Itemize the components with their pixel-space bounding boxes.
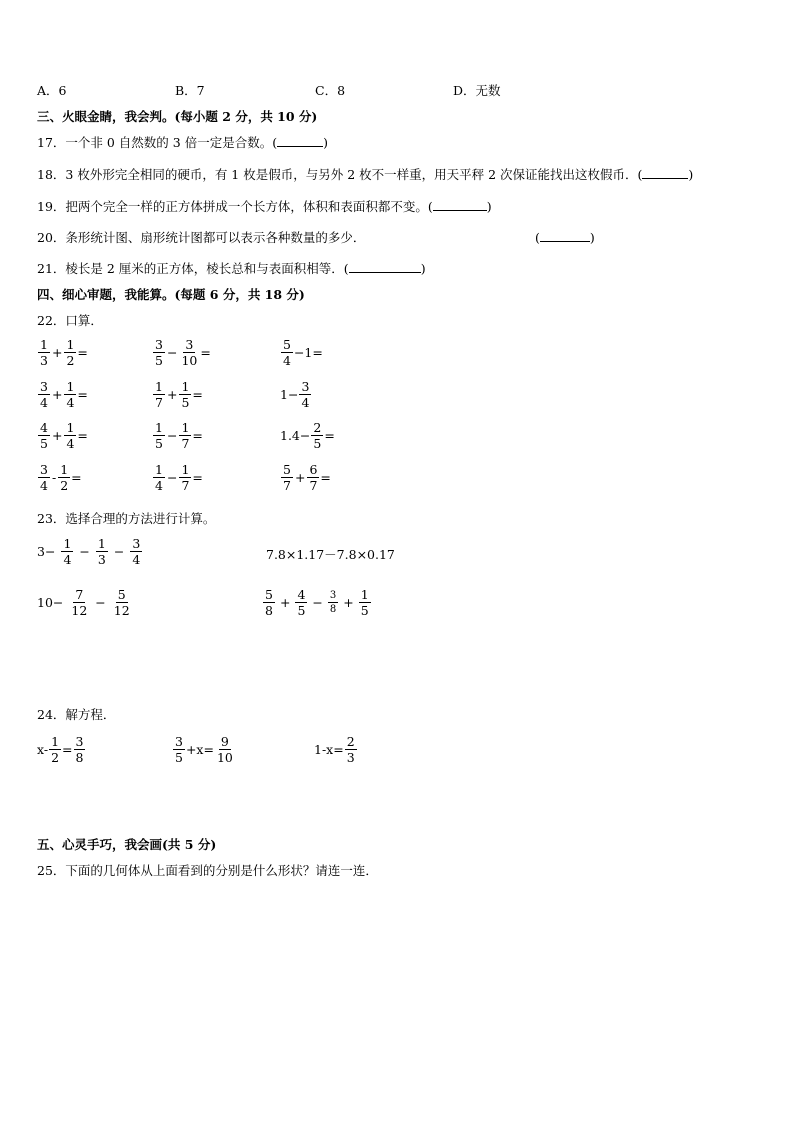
fraction-denominator: 8: [75, 750, 84, 765]
fraction-denominator: 12: [113, 603, 130, 618]
fraction-denominator: 3: [346, 750, 355, 765]
fraction-numerator: 1: [97, 536, 106, 551]
fraction: [179, 421, 191, 450]
math-operator: 1−: [280, 386, 299, 402]
math-operator: =: [200, 344, 211, 360]
fraction-numerator: 1: [66, 379, 75, 394]
fraction: [153, 463, 165, 492]
fraction: [38, 463, 50, 492]
fraction-denominator: 4: [40, 478, 48, 493]
close-paren: ): [420, 261, 426, 276]
math-operator: =: [320, 469, 331, 485]
fraction-numerator: 3: [155, 337, 163, 352]
fraction: [311, 421, 323, 450]
fraction-denominator: 3: [40, 353, 48, 368]
calc-expression-1: [37, 537, 143, 566]
fraction-numerator: 1: [181, 379, 190, 394]
fraction-denominator: 10: [216, 750, 233, 765]
fraction-numerator: 3: [329, 590, 337, 601]
answer-blank-18[interactable]: [642, 168, 688, 179]
math-operator: =: [77, 386, 88, 402]
fraction: [38, 421, 50, 450]
fraction-numerator: 5: [117, 587, 126, 602]
fraction: [96, 537, 108, 566]
fraction-numerator: 5: [283, 337, 291, 352]
question-18: [37, 167, 693, 183]
fraction-numerator: 1: [40, 337, 48, 352]
math-operator: −1=: [293, 344, 323, 360]
fraction: [38, 338, 50, 367]
oral-item: [280, 380, 312, 409]
math-operator: −: [166, 344, 178, 360]
question-20-text: 20．条形统计图、扇形统计图都可以表示各种数量的多少．: [37, 230, 366, 245]
math-operator: +: [279, 594, 291, 610]
fraction-numerator: 1: [66, 337, 75, 352]
fraction: [69, 588, 89, 617]
fraction: [359, 588, 371, 617]
fraction-denominator: 7: [181, 478, 190, 493]
fraction-numerator: 1: [360, 587, 369, 602]
oral-item: [37, 338, 88, 367]
fraction-numerator: 9: [220, 734, 229, 749]
fraction-numerator: 3: [175, 734, 183, 749]
fraction-numerator: 3: [40, 462, 48, 477]
fraction-numerator: 1: [51, 734, 60, 749]
close-paren: ): [688, 167, 694, 182]
question-17: [37, 135, 328, 151]
fraction: [263, 588, 275, 617]
fraction-denominator: 4: [40, 395, 48, 410]
fraction-numerator: 3: [132, 536, 141, 551]
answer-blank-21[interactable]: [349, 262, 421, 273]
math-operator: −: [113, 543, 125, 559]
math-operator: 1.4−: [280, 427, 311, 443]
fraction: [179, 380, 191, 409]
fraction-denominator: 10: [181, 353, 198, 368]
question-21-text: 21．棱长是 2 厘米的正方体，棱长总和与表面积相等．(: [37, 261, 349, 276]
fraction-numerator: 1: [155, 379, 163, 394]
math-operator: +: [166, 386, 178, 402]
open-paren: (: [535, 230, 540, 245]
close-paren: ): [323, 135, 328, 150]
math-operator: +x=: [185, 741, 214, 757]
fraction: [64, 380, 76, 409]
section3-heading: 三、火眼金睛，我会判。(每小题 2 分，共 10 分): [37, 109, 318, 124]
calc-expression-4: [262, 588, 372, 617]
option-c: C．8: [315, 83, 346, 98]
answer-blank-17[interactable]: [277, 136, 323, 147]
math-operator: +: [343, 594, 354, 610]
section4-heading: 四、细心审题，我能算。(每题 6 分，共 18 分): [37, 287, 305, 302]
fraction-denominator: 4: [66, 395, 75, 410]
oral-item: [280, 421, 335, 450]
question-24: 24．解方程．: [37, 707, 116, 722]
fraction-denominator: 8: [265, 603, 273, 618]
question-25: 25．下面的几何体从上面看到的分别是什么形状？请连一连．: [37, 863, 378, 878]
math-operator: +: [294, 469, 306, 485]
fraction: [179, 463, 191, 492]
fraction-denominator: 7: [283, 478, 291, 493]
fraction-denominator: 5: [360, 603, 369, 618]
fraction-denominator: 2: [66, 353, 75, 368]
fraction: [173, 735, 185, 764]
fraction-denominator: 4: [66, 436, 75, 451]
section5-heading: 五、心灵手巧，我会画(共 5 分): [37, 837, 217, 852]
math-operator: -: [51, 469, 57, 485]
fraction-numerator: 3: [185, 337, 194, 352]
fraction-numerator: 4: [297, 587, 306, 602]
oral-item: [37, 380, 88, 409]
fraction-denominator: 2: [60, 478, 69, 493]
option-a: A．6: [37, 83, 67, 98]
math-operator: −: [166, 469, 178, 485]
fraction-denominator: 7: [155, 395, 163, 410]
math-operator: =: [71, 469, 82, 485]
fraction-numerator: 5: [283, 462, 291, 477]
answer-blank-20[interactable]: [540, 231, 590, 242]
fraction: [153, 421, 165, 450]
oral-item: [280, 338, 323, 367]
fraction: [345, 735, 357, 764]
fraction-denominator: 7: [181, 436, 190, 451]
equation-3: [314, 735, 358, 764]
question-21: [37, 261, 426, 277]
math-operator: =: [62, 741, 73, 757]
option-d: D．无数: [453, 83, 501, 98]
fraction-denominator: 3: [97, 552, 106, 567]
fraction: [74, 735, 86, 764]
calc-expression-3: [37, 588, 133, 617]
math-operator: x-: [37, 741, 49, 757]
math-operator: −: [95, 594, 106, 610]
math-operator: +: [51, 386, 63, 402]
equation-2: [172, 735, 236, 764]
fraction-numerator: 1: [63, 536, 72, 551]
question-20-answer: [535, 230, 595, 246]
fraction: [38, 380, 50, 409]
oral-item: [152, 421, 203, 450]
fraction: [328, 590, 338, 615]
fraction-numerator: 1: [155, 420, 163, 435]
fraction-denominator: 5: [155, 353, 163, 368]
math-operator: −: [312, 594, 323, 610]
oral-item: [280, 463, 331, 492]
fraction: [49, 735, 61, 764]
fraction-denominator: 5: [175, 750, 183, 765]
math-operator: =: [192, 469, 203, 485]
oral-item: [152, 338, 211, 367]
answer-blank-19[interactable]: [433, 200, 487, 211]
math-operator: =: [77, 427, 88, 443]
fraction-numerator: 2: [313, 420, 322, 435]
fraction-numerator: 1: [181, 462, 190, 477]
close-paren: ): [486, 199, 492, 214]
fraction-denominator: 5: [297, 603, 306, 618]
question-17-text: 17．一个非 0 自然数的 3 倍一定是合数。(: [37, 135, 278, 150]
math-operator: =: [324, 427, 335, 443]
fraction-numerator: 1: [66, 420, 75, 435]
fraction-numerator: 3: [40, 379, 48, 394]
math-operator: =: [192, 427, 203, 443]
math-operator: −: [166, 427, 178, 443]
fraction-numerator: 5: [265, 587, 273, 602]
fraction-denominator: 5: [40, 436, 48, 451]
fraction-numerator: 1: [60, 462, 69, 477]
question-19-text: 19．把两个完全一样的正方体拼成一个长方体，体积和表面积都不变。(: [37, 199, 433, 214]
calc-expression-2: 7.8×1.17－7.8×0.17: [266, 547, 395, 562]
fraction-denominator: 5: [155, 436, 163, 451]
fraction-numerator: 1: [181, 420, 190, 435]
fraction: [64, 421, 76, 450]
question-20: [37, 230, 365, 246]
option-b: B．7: [175, 83, 205, 98]
math-operator: +: [51, 427, 63, 443]
oral-item: [37, 421, 88, 450]
fraction-denominator: 5: [181, 395, 190, 410]
oral-item: [152, 463, 203, 492]
fraction: [281, 463, 293, 492]
fraction-denominator: 4: [132, 552, 141, 567]
math-operator: 1-x=: [314, 741, 344, 757]
fraction-numerator: 4: [40, 420, 48, 435]
fraction-numerator: 3: [75, 734, 84, 749]
close-paren: ): [589, 230, 595, 245]
fraction-numerator: 2: [346, 734, 355, 749]
math-operator: 3−: [37, 543, 56, 559]
fraction-denominator: 7: [309, 478, 318, 493]
fraction-denominator: 2: [51, 750, 60, 765]
fraction: [64, 338, 76, 367]
fraction-denominator: 4: [301, 395, 310, 410]
question-18-text: 18．3 枚外形完全相同的硬币，有 1 枚是假币，与另外 2 枚不一样重，用天平秤 2 次保证能找出这枚假币．(: [37, 167, 643, 182]
oral-item: [37, 463, 82, 492]
question-22: 22．口算．: [37, 313, 103, 328]
fraction-denominator: 4: [63, 552, 72, 567]
fraction: [215, 735, 235, 764]
fraction-denominator: 5: [313, 436, 322, 451]
oral-item: [152, 380, 203, 409]
fraction: [58, 463, 70, 492]
fraction: [307, 463, 319, 492]
fraction: [61, 537, 73, 566]
math-operator: +: [51, 344, 63, 360]
fraction-numerator: 6: [309, 462, 318, 477]
fraction: [112, 588, 132, 617]
fraction: [153, 380, 165, 409]
fraction-denominator: 4: [283, 353, 291, 368]
math-operator: −: [79, 543, 90, 559]
fraction-denominator: 12: [71, 603, 88, 618]
math-operator: =: [192, 386, 203, 402]
fraction: [179, 338, 199, 367]
math-operator: =: [77, 344, 88, 360]
math-operator: 10−: [37, 594, 64, 610]
fraction-numerator: 3: [301, 379, 310, 394]
fraction: [299, 380, 311, 409]
fraction: [153, 338, 165, 367]
equation-1: [37, 735, 86, 764]
question-23: 23．选择合理的方法进行计算。: [37, 511, 216, 526]
question-19: [37, 199, 492, 215]
fraction-numerator: 7: [75, 587, 84, 602]
fraction: [130, 537, 142, 566]
fraction-numerator: 1: [155, 462, 163, 477]
fraction: [281, 338, 293, 367]
fraction: [295, 588, 307, 617]
fraction-denominator: 8: [329, 604, 337, 615]
fraction-denominator: 4: [155, 478, 163, 493]
